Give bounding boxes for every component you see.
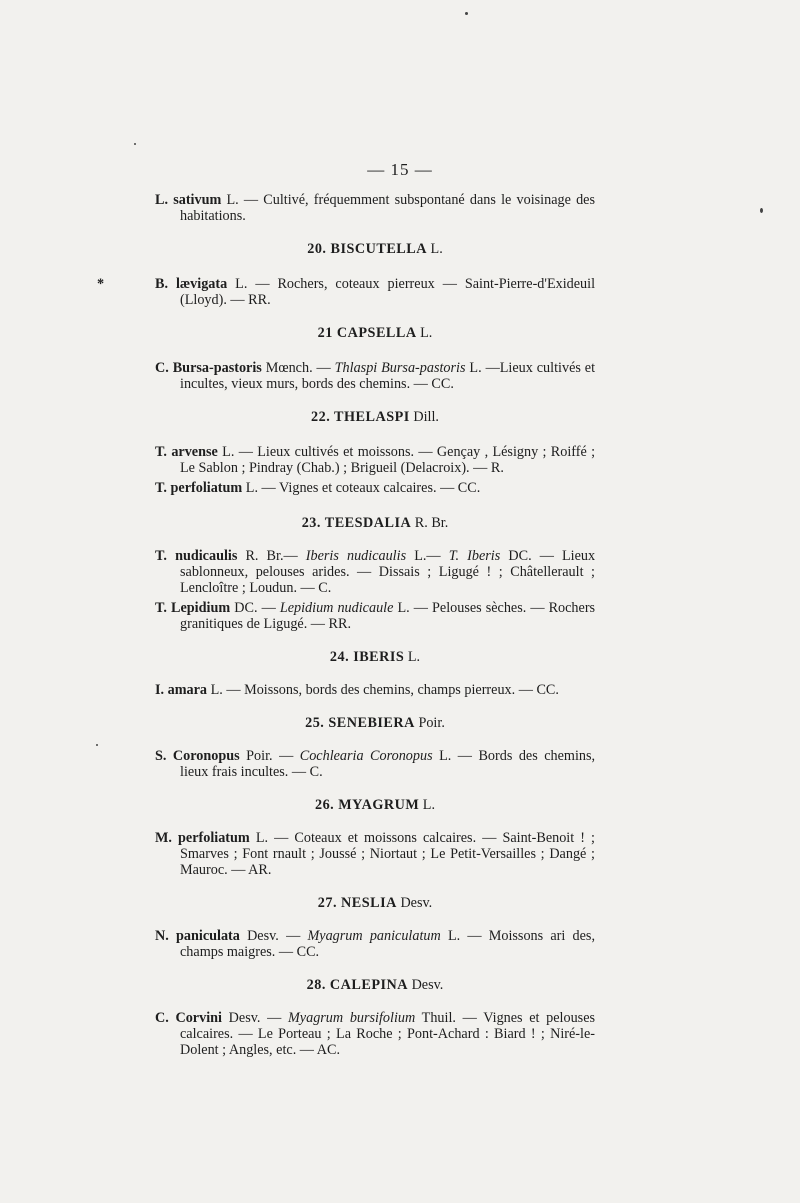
species-author: Poir. <box>246 748 273 764</box>
genus-author: L. <box>430 241 443 257</box>
species-author: L. <box>210 682 223 698</box>
genus-abbreviation: T. <box>155 548 167 564</box>
species-description: — Coteaux et moissons calcaires. — Saint-Benoit ! ; Smarves ; Font rnault ; Joussé ; Niortaut ; Le Petit-Versailles ; Dangé ; Mauroc. — AR. <box>180 830 596 878</box>
species-author: L. <box>245 480 258 496</box>
synonym-author: L. <box>439 748 452 764</box>
synonym-author: Thuil. <box>421 1010 456 1026</box>
species-name: nudicaulis <box>175 548 238 564</box>
species-name: Coronopus <box>172 748 240 764</box>
genus-author: Desv. <box>411 977 444 993</box>
species-entry-perfoliatum-thlaspi <box>155 480 595 496</box>
genus-heading-iberis <box>155 649 595 665</box>
paper-speck <box>134 143 136 145</box>
genus-abbreviation: M. <box>155 830 172 846</box>
species-description: — Moissons, bords des chemins, champs pierreux. — CC. <box>226 682 559 698</box>
species-description: —Lieux cultivés et incultes, vieux murs, bords des chemins. — CC. <box>180 360 596 392</box>
species-description: — Pelouses sèches. — Rochers granitiques de Ligugé. — RR. <box>180 600 596 632</box>
synonym-dash: — <box>316 360 331 376</box>
paper-speck <box>96 744 98 746</box>
synonym-name-2: T. Iberis <box>448 548 501 564</box>
synonym-dash: — <box>286 928 301 944</box>
species-author: L. <box>235 276 248 292</box>
genus-author: R. Br. <box>414 515 449 531</box>
species-name: lævigata <box>175 276 228 292</box>
species-name: arvense <box>171 444 218 460</box>
genus-author: L. <box>407 649 421 665</box>
synonym-name: Thlaspi Bursa-pastoris <box>334 360 466 376</box>
genus-abbreviation: B. <box>155 276 169 292</box>
genus-abbreviation: S. <box>155 748 167 764</box>
genus-author: Desv. <box>400 895 433 911</box>
genus-label: 21 CAPSELLA <box>317 325 417 341</box>
genus-label: 25. SENEBIERA <box>305 715 415 731</box>
species-entry-sativum <box>155 192 595 224</box>
species-entry-paniculata <box>155 928 595 960</box>
species-author: Desv. <box>228 1010 261 1026</box>
genus-abbreviation: L. <box>155 192 169 208</box>
genus-heading-biscutella <box>155 241 595 257</box>
synonym-author: L. <box>447 928 461 944</box>
species-entry-coronopus <box>155 748 595 780</box>
species-description: — Moissons ari des, champs maigres. — CC. <box>180 928 595 960</box>
species-description: — Lieux sablonneux, pelouses arides. — Dissais ; Ligugé ! ; Châtellerault ; Lencloître ; Loudun. — C. <box>180 548 596 596</box>
species-description: — Vignes et coteaux calcaires. — CC. <box>261 480 481 496</box>
synonym-name: Cochlearia Coronopus <box>299 748 433 764</box>
genus-heading-myagrum <box>155 797 595 813</box>
synonym-author: L. <box>469 360 482 376</box>
genus-heading-thelaspi <box>155 409 595 425</box>
synonym-dash: — <box>261 600 276 616</box>
species-author: Desv. <box>247 928 279 944</box>
genus-label: 22. THELASPI <box>311 409 410 425</box>
genus-label: 27. NESLIA <box>317 895 397 911</box>
genus-author: L. <box>420 325 433 341</box>
synonym-author: L. <box>397 600 410 616</box>
species-entry-laevigata: * B. lævigata L. — Rochers, coteaux pierreux — Saint-Pierre-d'Exideuil (Lloyd). — RR. <box>97 276 596 308</box>
page-number: — 15 — <box>367 160 433 179</box>
species-name: perfoliatum <box>170 480 243 496</box>
synonym-name: Iberis nudicaulis <box>305 548 407 564</box>
species-author: Mœnch. <box>265 360 313 376</box>
synonym-name: Myagrum bursifolium <box>287 1010 416 1026</box>
paper-speck <box>465 12 468 15</box>
genus-abbreviation: C. <box>155 1010 169 1026</box>
genus-abbreviation: N. <box>155 928 169 944</box>
genus-heading-teesdalia <box>155 515 595 531</box>
species-entry-lepidium <box>155 600 595 632</box>
synonym-dash: — <box>267 1010 282 1026</box>
species-entry-arvense <box>155 444 595 476</box>
species-description: — Vignes et pelouses calcaires. — Le Porteau ; La Roche ; Pont-Achard : Biard ! ; Niré-le-Dolent ; Angles, etc. — AC. <box>180 1010 596 1058</box>
genus-label: 26. MYAGRUM <box>314 797 420 813</box>
species-description: — Rochers, coteaux pierreux — Saint-Pierre-d'Exideuil (Lloyd). — RR. <box>180 276 596 308</box>
synonym-name: Lepidium nudicaule <box>279 600 394 616</box>
genus-abbreviation: T. <box>155 444 167 460</box>
species-entry-perfoliatum-myagrum <box>155 830 595 878</box>
genus-author: L. <box>422 797 436 813</box>
species-name: amara <box>167 682 208 698</box>
genus-heading-capsella <box>155 325 595 341</box>
species-description: — Bords des chemins, lieux frais incultes. — C. <box>180 748 596 780</box>
species-entry-amara <box>155 682 595 698</box>
genus-label: 24. IBERIS <box>329 649 405 665</box>
species-name: paniculata <box>176 928 240 944</box>
synonym-dash: — <box>279 748 294 764</box>
genus-author: Poir. <box>418 715 445 731</box>
genus-label: 23. TEESDALIA <box>301 515 412 531</box>
genus-heading-senebiera <box>155 715 595 731</box>
synonym-author: L.— <box>414 548 441 564</box>
genus-abbreviation: C. <box>155 360 169 376</box>
genus-heading-neslia <box>155 895 595 911</box>
species-name: Bursa-pastoris <box>172 360 262 376</box>
species-name: Lepidium <box>171 600 231 616</box>
species-name: perfoliatum <box>178 830 250 846</box>
paper-speck <box>760 208 763 213</box>
species-entry-nudicaulis <box>155 548 595 596</box>
genus-heading-calepina <box>155 977 595 993</box>
genus-label: 28. CALEPINA <box>306 977 409 993</box>
genus-abbreviation: T. <box>155 600 167 616</box>
synonym-name: Myagrum paniculatum <box>307 928 441 944</box>
species-description: — Lieux cultivés et moissons. — Gençay , Lésigny ; Roiffé ; Le Sablon ; Pindray (Chab.) ; Brigueil (Delacroix). — R. <box>180 444 596 476</box>
species-name: Corvini <box>175 1010 222 1026</box>
genus-abbreviation: I. <box>155 682 165 698</box>
synonym-author-2: DC. <box>508 548 532 564</box>
species-author: L. <box>226 192 239 208</box>
species-entry-bursa-pastoris <box>155 360 595 392</box>
species-author: DC. <box>234 600 258 616</box>
species-description: — Cultivé, fréquemment subspontané dans le voisinage des habitations. <box>180 192 595 224</box>
species-author: L. <box>255 830 269 846</box>
species-author: L. <box>222 444 235 460</box>
species-name: sativum <box>173 192 222 208</box>
genus-label: 20. BISCUTELLA <box>307 241 427 257</box>
species-author: R. Br.— <box>245 548 298 564</box>
species-entry-corvini <box>155 1010 595 1058</box>
species-list <box>97 192 596 1058</box>
genus-author: Dill. <box>413 409 439 425</box>
genus-abbreviation: T. <box>155 480 167 496</box>
